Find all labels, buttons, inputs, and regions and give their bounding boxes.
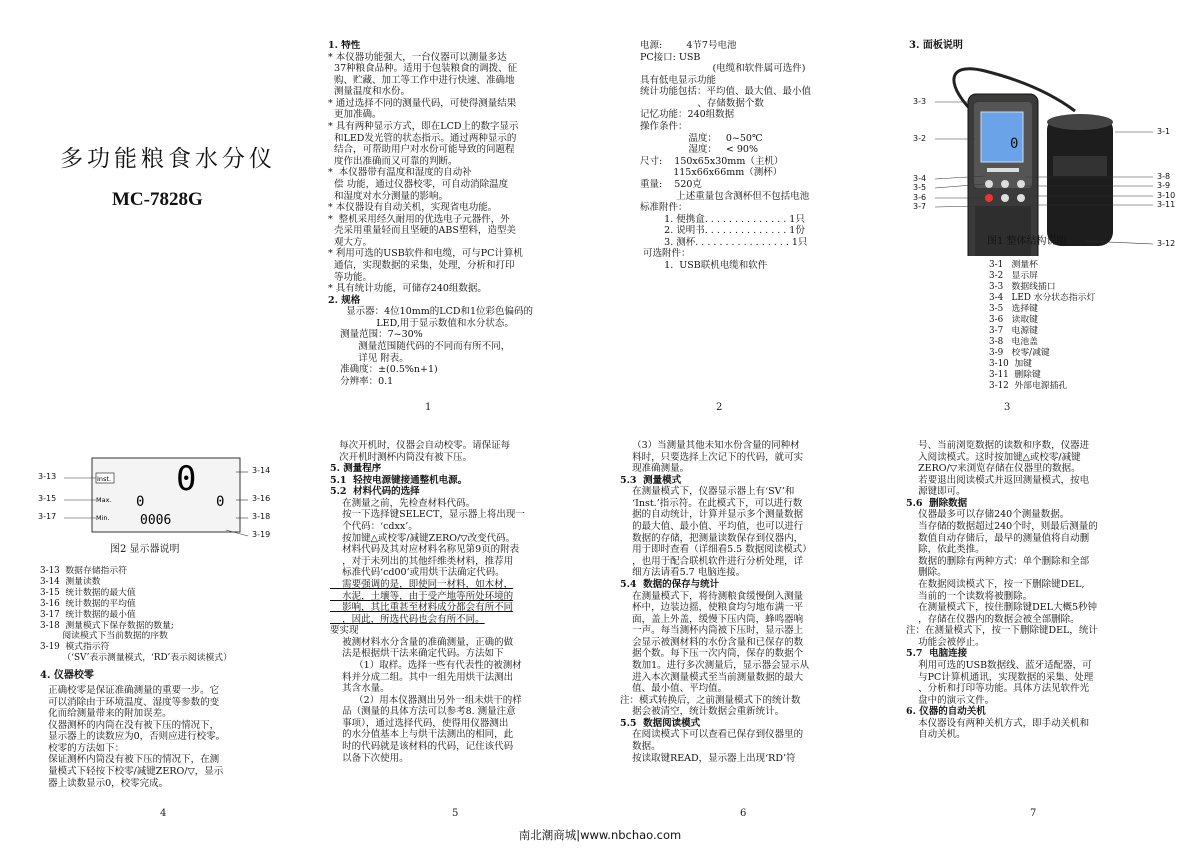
callout-label: 3-12 [1157,239,1176,248]
callout-label: 3-13 [38,472,57,481]
text-line: 若要退出阅读模式并返回测量模式，按电 [906,474,1090,486]
text-line: 据个数。每下压一次内筒，保存的数据个 [620,648,804,660]
text-line: 删除。 [906,567,947,579]
text-line: 5.7 电脑连接 [906,648,968,660]
callout-label: 3-3 [913,97,927,106]
text-line: 按加键△或校零/减键ZERO/▽改变代码。 [330,532,516,544]
text-line: 在测量模式下，将待测粮食缓慢倒入测量 [620,590,804,602]
text-line: 在测量之前，先检查材料代码。 [330,497,476,509]
text-line: 正确校零是保证准确测量的重要一步。它 [36,685,220,696]
text-line: (电缆和软件属可选件) [640,63,806,75]
text-line: 材料代码及其对应材料名称见第9页的附表 [330,544,520,556]
text-line: 据会被清空，统计数据会重新统计。 [620,706,785,718]
site-footer-link[interactable]: 南北潮商城|www.nbchao.com [518,828,682,842]
text-line: 5.3 测量模式 [620,474,682,486]
text-line: 在数据阅读模式下，按一下删除键DEL, [906,578,1085,590]
text-line: 重量: 520克 [640,178,702,190]
text-line: 被测材料水分含量的准确测量，正确的做 [330,636,514,648]
text-line: 杯中，边装边摇，使粮食均匀地布满一平 [620,602,804,614]
text-line: 和LED发光管的状态指示。通过两种显示的 [328,132,517,144]
callout-label: 3-6 [913,193,927,202]
text-line: 显示器上的读数应为0，否则应进行校零。 [36,731,226,743]
text-line: 在测量模式下，仪器显示器上有‘SV’和 [620,486,795,498]
cover-panel [40,140,310,230]
emphasis-line: ，因此，所选代码也会有所不同。 [330,613,485,625]
text-line: 注：在测量模式下，按一下删除键DEL，统计 [906,625,1098,637]
text-line: 一声。每当测杯内筒被下压时，显示器上 [620,625,804,637]
min-reading: 0006 [140,513,172,528]
legend-item: 3-17 统计数据的最小值 [40,609,136,620]
text-line: 1. 特性 [328,40,361,51]
text-line: 以备下次使用。 [330,752,409,764]
text-line: 2. 规格 [328,294,361,306]
legend-item: 3-14 测量读数 [40,576,101,587]
page-number-6: 6 [740,808,747,819]
text-line: 可以消除由于环境温度、湿度等参数的变 [36,696,220,708]
legend-item: 3-12 外部电源插孔 [989,380,1068,391]
callout-label: 3-2 [913,134,927,143]
figure-1-caption: 图1 整体结构说明 [987,236,1067,247]
text-line: 电源: 4节7号电池 [640,40,737,51]
text-line: 可选附件： [640,248,691,260]
text-line: 的最大值、最小值、平均值，也可以进行 [620,521,804,533]
callout-label: 3-17 [38,512,57,521]
legend-item: 阅读模式下当前数据的序数 [40,631,168,642]
text-line: 源键即可。 [906,486,966,498]
text-line: 记忆功能：240组数据 [640,109,735,121]
led-strip [987,168,1019,172]
lcd-reading: 0 [1010,136,1019,152]
cup-band [1053,156,1107,176]
legend-item: 3-19 模式指示符 [40,642,110,653]
product-title: 多功能粮食水分仪 [60,146,276,172]
text-line: 仪器测杯的内筒在没有被下压的情况下， [36,719,220,731]
panel-heading: 3. 面板说明 [909,40,963,51]
text-line: 本仪器设有两种关机方式，即手动关机和 [906,717,1090,729]
page-4 [36,440,298,808]
text-line: * 利用可选的USB软件和电缆，可与PC计算机 [328,248,523,260]
page-6-text [620,440,882,764]
panel-legend [989,260,1095,392]
text-line: 统计功能包括：平均值、最大值、最小值 [640,86,812,98]
callout-label: 3-4 [913,174,927,183]
page-number-2: 2 [716,402,723,413]
page-5-text [330,440,592,764]
text-line: 在阅读模式下可以查看已保存到仪器里的 [620,729,804,741]
text-line: 料时，只要选择上次记下的代码，就可实 [620,451,804,463]
button-power [985,194,993,202]
text-line: 要实现 [330,625,359,637]
measuring-cup [1047,116,1113,246]
min-label: Min. [96,514,110,522]
callout-label: 3-18 [252,512,271,521]
text-line: 值、最小值、平均值。 [620,683,728,695]
text-line: 更加准确。 [328,109,382,121]
text-line: 尺寸: 150x65x30mm（主机） [640,155,784,167]
callout-label: 3-5 [913,183,927,192]
page-1 [328,40,590,400]
text-line: 操作条件： [640,121,688,133]
text-line: 时的代码就是该材料的代码，记住该代码 [330,741,514,753]
callout-label: 3-8 [1157,172,1171,181]
text-line: 37种粮食品种。适用于包装粮食的调拨、征 [328,63,518,75]
page-2-text [640,40,900,272]
text-line: 仪器最多可以存储240个测量数据。 [906,509,1070,521]
legend-item: 3-13 数据存储指示符 [40,566,127,576]
page-7-text [906,440,1168,741]
text-line: ，对于未列出的其他纤维类材料，推荐用 [330,555,514,567]
page-number-3: 3 [1004,402,1011,413]
callout-label: 3-1 [1157,127,1171,136]
main-reading: 0 [176,459,197,499]
battery-cover [975,206,1031,256]
model-number: MC-7828G [112,189,203,210]
text-line: 品（测量的具体方法可以参考8. 测量注意 [330,706,516,718]
callout-label: 3-15 [38,494,57,503]
text-line: 详见 附表。 [328,352,409,364]
text-line: 5.5 数据阅读模式 [620,717,701,729]
text-line: * 本仪器功能强大，一台仪器可以测量多达 [328,51,507,63]
legend-item: 3-15 统计数据的最大值 [40,587,136,598]
legend-item: 3-8 电池盖 [989,336,1038,347]
text-line: 分辨率：0.1 [328,375,394,387]
text-line: 功能会被停止。 [906,636,985,648]
text-line: 按读取键READ，显示器上出现‘RD’符 [620,752,796,764]
callout-label: 3-10 [1157,191,1176,200]
text-line: 测量范围随代码的不同而有所不同， [328,341,511,353]
text-line: 购、贮藏、加工等工作中进行快速、准确地 [328,74,515,86]
text-line: 偿 功能，通过仪器校零，可自动消除温度 [328,178,509,190]
text-line: 显示器：4位10mm的LCD和1位彩色偏码的 [328,306,534,318]
text-line: 用于即时查看（详细看5.5 数据阅读模式） [620,544,812,556]
legend-item: 3-9 校零/减键 [989,347,1050,358]
text-line: 事项），通过选择代码，使得用仪器测出 [330,717,509,729]
text-line: 法是根据烘干法来确定代码。方法如下 [330,648,504,660]
text-line: 现准确测量。 [620,463,690,475]
inst-indicator: Inst. [97,475,112,483]
text-line: 标准代码‘cd00’或用烘干法确定代码。 [330,567,505,579]
text-line: 具有低电显示功能 [640,74,717,86]
legend-item: 3-10 加键 [989,358,1032,369]
text-line: 注：模式转换后，之前测量模式下的统计数 [620,694,801,706]
legend-item: 3-2 显示屏 [989,270,1038,281]
page-3 [905,38,1195,400]
text-line: * 具有两种显示方式，即在LCD上的数字显示 [328,121,519,133]
text-line: 利用可选的USB数据线、蓝牙适配器，可 [906,659,1092,671]
text-line: 5.1 轻按电源键接通整机电源。 [330,474,468,486]
text-line: 校零的方法如下： [36,742,125,754]
button-plus [1017,180,1025,188]
text-line: 数据的删除有两种方式：单个删除和全部 [906,555,1090,567]
text-line: * 具有统计功能，可储存240组数据。 [328,283,487,295]
text-line: 数据。 [620,741,661,753]
callout-label: 3-19 [252,530,271,539]
text-line: 每次开机时，仪器会自动校零。请保证每 [330,440,511,451]
text-line: 其含水量。 [330,683,390,695]
button-select [985,180,993,188]
text-line: 除，依此类推。 [906,544,985,556]
callout-label: 3-7 [913,202,927,211]
text-line: 5.2 材料代码的选择 [330,486,420,498]
page-number-5: 5 [452,808,459,819]
text-line: ，存储在仪器内的数据会被全部删除。 [906,613,1080,625]
cup-lid [1047,114,1113,130]
legend-item: 3-7 电源键 [989,325,1038,336]
text-line: 标准附件： [640,202,688,214]
text-line: 当存储的数据超过240个时，则最后测量的 [906,521,1098,533]
legend-item: 3-5 选择键 [989,303,1038,314]
text-line: 5.6 删除数据 [906,497,968,509]
text-line: * 通过选择不同的测量代码，可使得测量结果 [328,97,517,109]
text-line: （2）用本仪器测出另外一组未烘干的样 [330,694,522,706]
text-line: 2. 说明书. . . . . . . . . . . . . . 1份 [640,225,805,237]
text-line: * 本仪器带有温度和湿度的自动补 [328,167,472,179]
button-delete [1017,194,1025,202]
text-line: 结合，可帮助用户对水份可能导致的问题程 [328,144,515,156]
text-line: 按一下选择键SELECT，显示器上将出现一 [330,509,525,521]
text-line: * 整机采用经久耐用的优选电子元器件，外 [328,213,510,225]
page-6 [620,440,882,808]
page-7 [906,440,1168,808]
text-line: 度作出准确而又可靠的判断。 [328,155,458,167]
text-line: 面，盖上外盖，缓慢下压内筒，蜂鸣器响 [620,613,804,625]
page-1-text [328,40,590,387]
text-line: 和湿度对水分测量的影响。 [328,190,449,202]
text-line: 会显示被测材料的水份含量和已保存的数 [620,636,804,648]
text-line: 准确度：±(0.5%n+1) [328,364,438,376]
legend-item: （‘SV’表示测量模式，‘RD’表示阅读模式） [40,653,232,664]
page-5 [330,440,592,808]
text-line: （3）当测量其他未知水份含量的同种材 [620,440,800,451]
text-line: 数据的存储，把测量读数保存到仪器内， [620,532,804,544]
text-line: 在测量模式下，按住删除键DEL大概5秒钟 [906,602,1097,614]
device-illustration [905,56,1195,256]
page-number-4: 4 [160,808,167,819]
display-legend [40,566,232,664]
text-line: 据的自动统计，计算并显示多个测量数据 [620,509,804,521]
zero-section-body [36,685,225,789]
text-line: 5.4 数据的保存与统计 [620,578,720,590]
zero-section-heading: 4. 仪器校零 [40,670,94,681]
text-line: 1. USB联机电缆和软件 [640,259,768,271]
legend-item: 3-16 统计数据的平均值 [40,598,136,609]
legend-item: 3-1 测量杯 [989,260,1038,270]
text-line: 进入本次测量模式至当前测量数据的最大 [620,671,804,683]
emphasis-line: 影响，其比重甚至材料成分都会有所不同 [330,602,514,614]
figure-2-caption: 图2 显示器说明 [110,544,180,555]
text-line: 保证测杯内筒没有被下压的情况下，在测 [36,754,220,766]
text-line: 测量温度和水份。 [328,86,411,98]
text-line: LED,用于显示数值和水分状态。 [328,317,514,329]
text-line: 通信，实现数据的采集，处理，分析和打印 [328,259,515,271]
page-number-7: 7 [1030,808,1037,819]
text-line: 盘中的演示文件。 [906,694,995,706]
text-line: 6. 仪器的自动关机 [906,706,986,718]
text-line: 当前的一个读数将被删除。 [906,590,1033,602]
max-reading: 0 [136,494,145,510]
page-2 [640,40,900,310]
text-line: 1. 便携盒. . . . . . . . . . . . . . 1只 [640,213,805,225]
text-line: 量模式下轻按下校零/减键ZERO/▽，显示 [36,766,224,778]
text-line: ，也用于配合联机软件进行分析处理，详 [620,555,804,567]
text-line: 次开机时测杯内筒没有被下压。 [330,451,473,463]
max-label: Max. [96,496,112,504]
text-line: 5. 测量程序 [330,463,382,475]
text-line: 细方法请看5.7 电脑连接。 [620,567,746,579]
legend-item: 3-3 数据线插口 [989,281,1056,292]
text-line: 号、当前浏览数据的读数和序数，仪器进 [906,440,1090,451]
text-line: 数值自动存储后，最早的测量值将自动删 [906,532,1090,544]
text-line: 3. 测杯. . . . . . . . . . . . . . . . 1只 [640,236,808,248]
text-line: 壳采用重量轻而且坚硬的ABS塑料，造型美 [328,225,516,237]
text-line: 等功能。 [328,271,373,283]
text-line: 化而给测量带来的附加误差。 [36,708,172,720]
text-line: * 本仪器设有自动关机，实现省电功能。 [328,202,498,214]
text-line: 个代码：‘cdxx’。 [330,521,418,533]
callout-label: 3-11 [1157,200,1176,209]
text-line: 、分析和打印等功能。具体方法见软件光 [906,683,1090,695]
text-line: 器上读数显示0，校零完成。 [36,777,169,789]
legend-item: 3-18 测量模式下保存数据的数量; [40,620,174,631]
text-line: 温度： 0~50℃ [640,132,763,144]
button-read [1001,194,1009,202]
text-line: 测量范围：7~30% [328,329,423,341]
text-line: 上述重量包含测杯但不包括电池 [640,190,810,202]
text-line: 入阅读模式。这时按加键△或校零/减键 [906,451,1081,463]
text-line: 观大方。 [328,236,373,248]
text-line: 湿度： < 90% [640,144,758,156]
text-line: 料并分成二组。其中一组先用烘干法测出 [330,671,514,683]
text-line: 的水分值基本上与烘干法测出的相同，此 [330,729,514,741]
text-line: （1）取样。选择一些有代表性的被测材 [330,659,522,671]
text-line: ‘Inst.’指示符。在此模式下，可以进行数 [620,497,803,509]
callout-label: 3-16 [252,494,271,503]
avg-reading: 0 [216,494,225,510]
legend-item: 3-11 删除键 [989,369,1041,380]
callout-label: 3-9 [1157,181,1171,190]
legend-item: 3-6 读取键 [989,314,1038,325]
text-line: ZERO/▽来浏览存储在仪器里的数据。 [906,463,1081,475]
legend-item: 3-4 LED 水分状态指示灯 [989,292,1096,303]
emphasis-line: 水泥，土壤等，由于受产地等所处环境的 [330,590,514,602]
button-zero [1001,180,1009,188]
text-line: PC接口: USB [640,51,701,63]
text-line: 、存储数据个数 [640,97,764,109]
page-number-1: 1 [425,402,432,413]
emphasis-line: 需要强调的是，即使同一材料，如木材， [330,578,514,590]
callout-label: 3-14 [252,466,271,475]
text-line: 自动关机。 [906,729,966,741]
text-line: 与PC计算机通讯，实现数据的采集、处理 [906,671,1094,683]
text-line: 数加1。进行多次测量后，显示器会显示从 [620,659,810,671]
text-line: 115x66x66mm（测杯） [640,167,783,179]
